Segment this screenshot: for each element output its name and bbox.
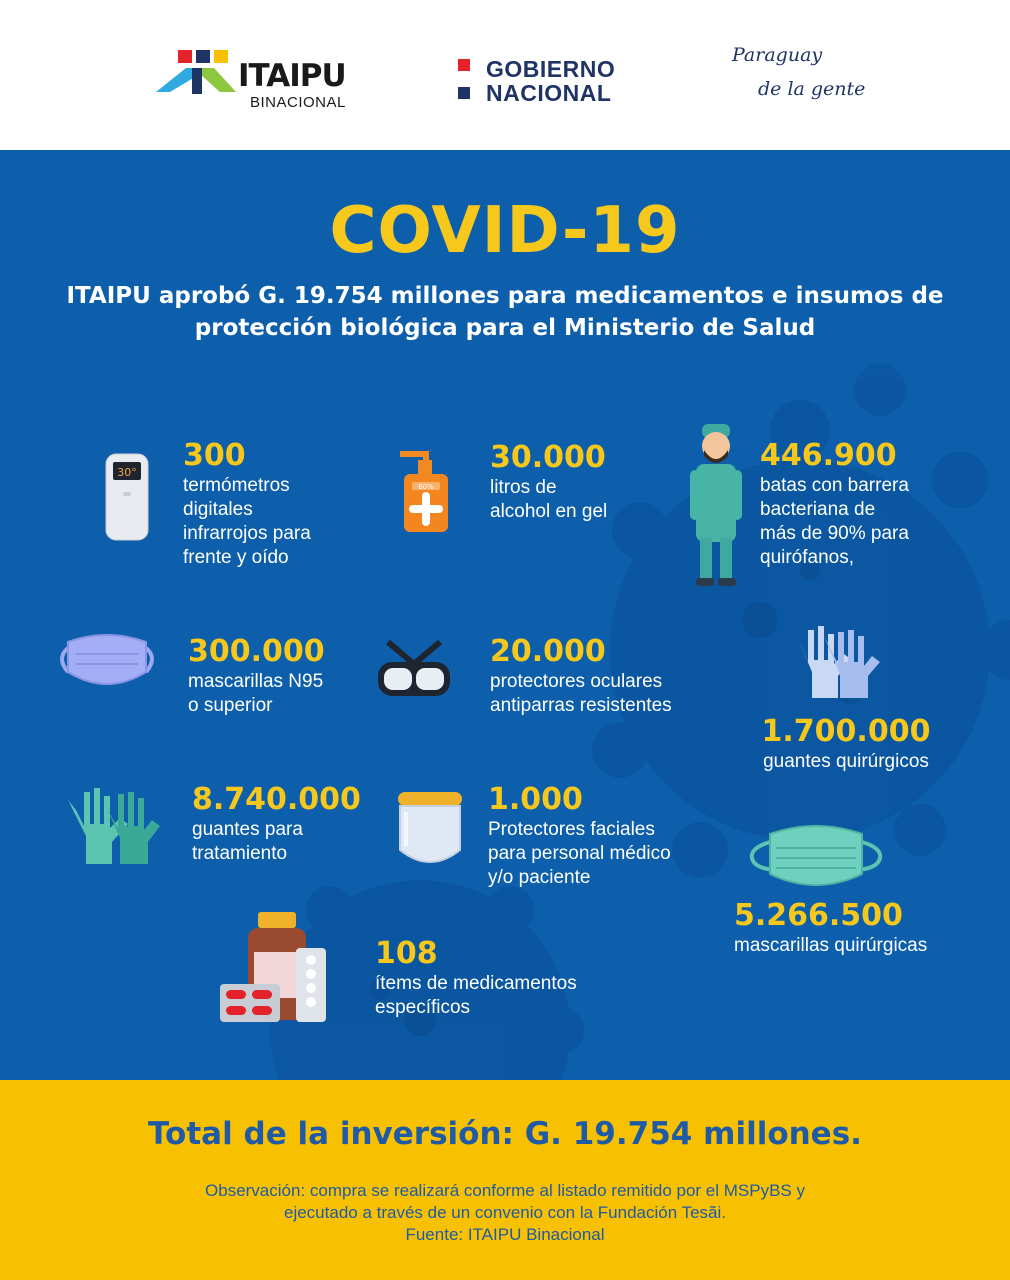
item-description: ítems de medicamentos específicos — [375, 973, 577, 1018]
sanitizer-label: 60% — [418, 483, 434, 491]
itaipu-subtitle: BINACIONAL — [250, 94, 346, 111]
item-sanitizer — [490, 440, 607, 524]
source-note: Fuente: ITAIPU Binacional — [405, 1225, 605, 1244]
paraguay-line1: Paraguay — [732, 44, 823, 66]
red-square-icon — [458, 59, 470, 71]
item-thermometers — [183, 438, 311, 570]
item-description: mascarillas quirúrgicas — [734, 935, 928, 956]
item-surgical-gloves — [746, 714, 946, 774]
item-face-shields — [488, 782, 671, 890]
item-gowns — [760, 438, 909, 570]
item-medicines — [375, 936, 577, 1020]
item-description: mascarillas N95 o superior — [188, 671, 324, 716]
total-investment: Total de la inversión: G. 19.754 millones. — [148, 1116, 862, 1152]
n95-mask-icon — [54, 628, 160, 690]
item-number: 20.000 — [490, 634, 606, 669]
surgical-gloves-icon — [786, 614, 882, 700]
page-subtitle: ITAIPU aprobó G. 19.754 millones para medicamentos e insumos de protección biológica para el Ministerio de Salud — [66, 283, 944, 341]
main-panel — [0, 150, 1010, 1080]
item-number: 1.000 — [488, 782, 583, 817]
paraguay-line2: de la gente — [758, 78, 866, 100]
item-description: Protectores faciales para personal médico y/o paciente — [488, 819, 671, 888]
page-title: COVID-19 — [329, 194, 681, 268]
item-description: litros de alcohol en gel — [490, 477, 608, 522]
item-description: batas con barrera bacteriana de más de 90% para quirófanos, — [760, 475, 909, 568]
item-number: 108 — [375, 936, 438, 971]
item-description: guantes para tratamiento — [192, 819, 303, 864]
gobierno-line1: GOBIERNO — [486, 56, 616, 82]
item-number: 300 — [183, 438, 246, 473]
gobierno-nacional-logo — [456, 56, 646, 106]
thermometer-display: 30° — [117, 466, 137, 479]
thermometer-icon — [104, 452, 150, 542]
treatment-gloves-icon — [64, 782, 160, 866]
item-goggles — [490, 634, 672, 718]
item-number: 5.266.500 — [734, 898, 903, 933]
itaipu-emblem-icon — [156, 48, 236, 98]
surgeon-icon — [688, 420, 744, 590]
item-description: guantes quirúrgicos — [763, 751, 929, 772]
item-treatment-gloves — [192, 782, 361, 866]
item-surgical-masks — [734, 898, 927, 958]
surgical-mask-icon — [748, 822, 884, 892]
medicine-icon — [218, 910, 338, 1026]
header — [0, 0, 1010, 150]
item-number: 30.000 — [490, 440, 606, 475]
item-description: termómetros digitales infrarrojos para frente y oído — [183, 475, 311, 568]
gobierno-line2: NACIONAL — [486, 80, 612, 106]
itaipu-logo — [156, 48, 356, 114]
item-number: 300.000 — [188, 634, 325, 669]
sanitizer-icon — [396, 446, 456, 536]
observation-line2: ejecutado a través de un convenio con la Fundación Tesãi. — [284, 1203, 726, 1222]
paraguay-logo — [730, 44, 880, 114]
face-shield-icon — [394, 788, 466, 872]
item-number: 8.740.000 — [192, 782, 361, 817]
item-n95-masks — [188, 634, 325, 718]
footer — [0, 1080, 1010, 1280]
observation-note — [100, 1180, 910, 1246]
itaipu-name: ITAIPU — [238, 58, 346, 94]
item-description: protectores oculares antiparras resistentes — [490, 671, 672, 716]
goggles-icon — [374, 638, 454, 702]
observation-line1: Observación: compra se realizará conforme al listado remitido por el MSPyBS y — [205, 1181, 805, 1200]
item-number: 446.900 — [760, 438, 897, 473]
item-number: 1.700.000 — [761, 714, 931, 749]
navy-square-icon — [458, 87, 470, 99]
